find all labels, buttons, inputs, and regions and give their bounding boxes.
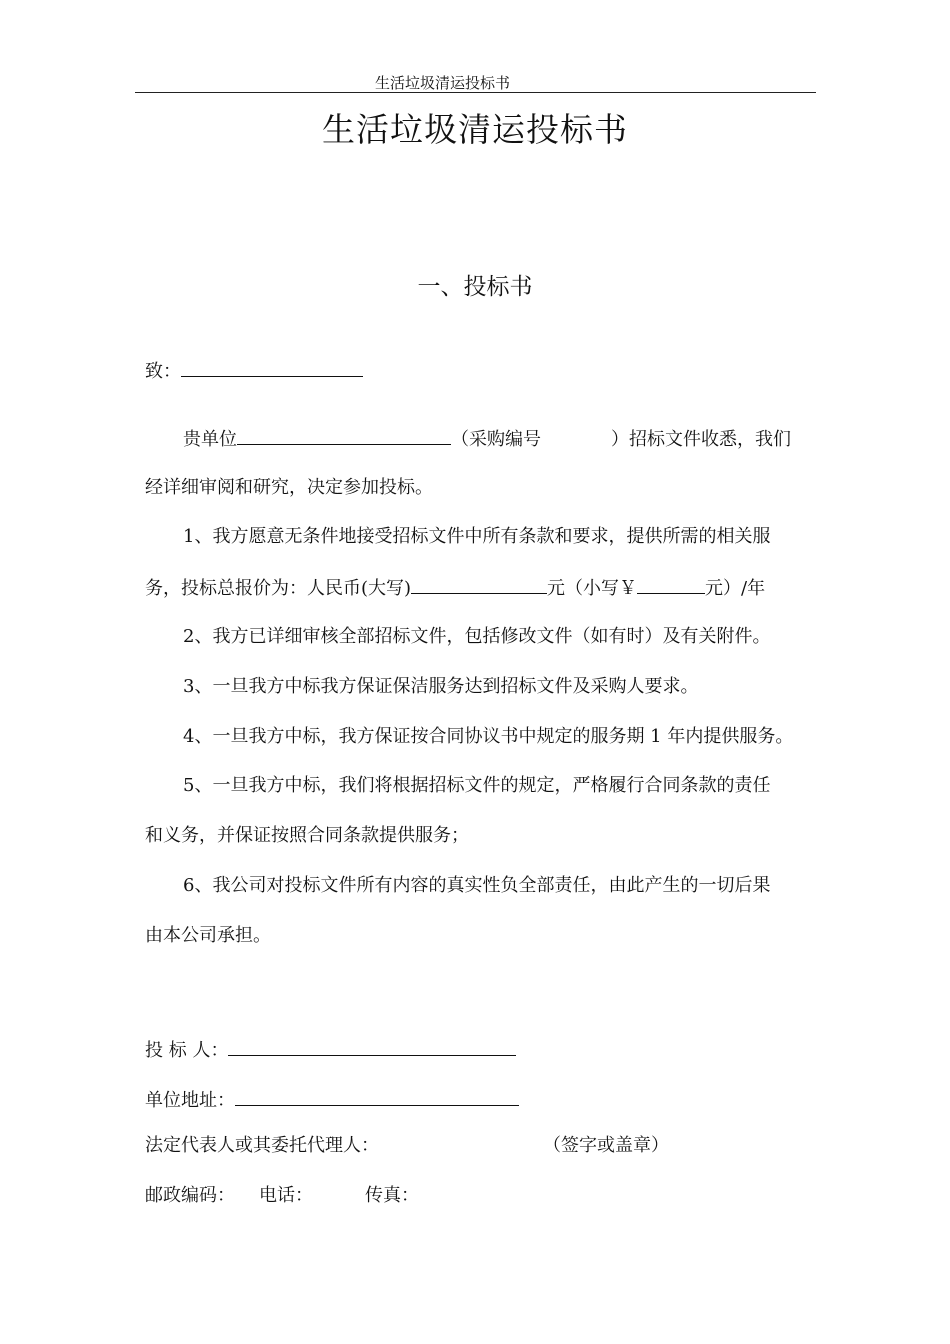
postcode-label: 邮政编码： <box>145 1185 235 1206</box>
address-label: 单位地址： <box>145 1090 235 1111</box>
unit-name-blank <box>237 426 451 445</box>
price-small-label: 元（小写￥ <box>547 578 638 599</box>
item-5-line-1: 5、一旦我方中标，我们将根据招标文件的规定，严格履行合同条款的责任 <box>183 775 771 796</box>
item-2: 2、我方已详细审核全部招标文件，包括修改文件（如有时）及有关附件。 <box>183 626 771 647</box>
item-6-line-1: 6、我公司对投标文件所有内容的真实性负全部责任，由此产生的一切后果 <box>183 875 771 896</box>
phone-label: 电话： <box>259 1185 313 1206</box>
item-6-line-2: 由本公司承担。 <box>145 925 271 946</box>
item-5-line-2: 和义务，并保证按照合同条款提供服务； <box>145 825 469 846</box>
header-divider <box>135 92 816 93</box>
to-label: 致： <box>145 361 181 382</box>
document-title: 生活垃圾清运投标书 <box>322 110 628 149</box>
item-1-line-1: 1、我方愿意无条件地接受招标文件中所有条款和要求，提供所需的相关服 <box>183 526 771 547</box>
to-line <box>145 358 363 384</box>
section-title: 一、投标书 <box>417 274 533 300</box>
price-number-blank <box>637 575 705 594</box>
fax-label: 传真： <box>365 1185 419 1206</box>
representative-label: 法定代表人或其委托代理人： <box>145 1135 379 1156</box>
item-4: 4、一旦我方中标，我方保证按合同协议书中规定的服务期 1 年内提供服务。 <box>183 726 794 747</box>
price-unit: 元）/年 <box>705 578 766 599</box>
address-blank <box>235 1087 519 1106</box>
recipient-blank <box>181 358 363 377</box>
bidder-label: 投 标 人： <box>145 1040 229 1061</box>
intro-line-2: 经详细审阅和研究，决定参加投标。 <box>145 477 433 498</box>
intro-part-1: 贵单位 <box>183 429 237 450</box>
item-1-line-2 <box>145 575 765 601</box>
intro-part-3: ）招标文件收悉，我们 <box>611 429 791 450</box>
sign-or-seal-note: （签字或盖章） <box>543 1135 669 1156</box>
bidder-line <box>145 1037 516 1063</box>
running-header: 生活垃圾清运投标书 <box>375 74 511 92</box>
intro-line-1 <box>183 426 791 452</box>
address-line <box>145 1087 519 1113</box>
price-words-blank <box>411 575 547 594</box>
bidder-blank <box>228 1037 516 1056</box>
price-label: 务，投标总报价为：人民币(大写) <box>145 578 412 599</box>
intro-part-2: （采购编号 <box>451 429 541 450</box>
item-3: 3、一旦我方中标我方保证保洁服务达到招标文件及采购人要求。 <box>183 676 699 697</box>
